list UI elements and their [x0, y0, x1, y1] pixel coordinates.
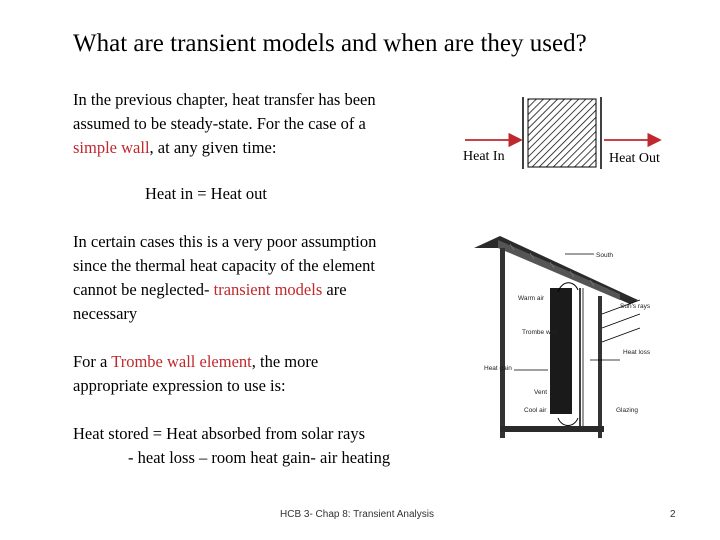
- paragraph-steady-state: [73, 88, 453, 160]
- equation2-line1: Heat stored = Heat absorbed from solar rays: [73, 424, 365, 443]
- para1-line3: [73, 136, 453, 160]
- label-suns-rays: Sun's rays: [620, 303, 651, 310]
- slide-title: What are transient models and when are they used?: [73, 30, 587, 57]
- para2-line2: since the thermal heat capacity of the element: [73, 256, 375, 275]
- floor: [500, 426, 604, 432]
- para2-line3-post: are: [322, 280, 347, 299]
- label-trombe-wall: Trombe wall: [522, 329, 558, 336]
- trombe-wall-highlight: Trombe wall element: [111, 352, 252, 371]
- heat-in-label: Heat In: [463, 149, 505, 164]
- interior-wall: [500, 248, 505, 438]
- footer-text: HCB 3- Chap 8: Transient Analysis: [280, 509, 434, 520]
- page-number: 2: [670, 509, 676, 520]
- simple-wall-highlight: simple wall: [73, 138, 150, 157]
- transient-models-highlight: transient models: [213, 280, 323, 299]
- para1-line3-rest: , at any given time:: [149, 138, 277, 157]
- label-cool-air: Cool air: [524, 407, 547, 414]
- para1-line1: In the previous chapter, heat transfer has been: [73, 90, 376, 109]
- para3-line2: appropriate expression to use is:: [73, 376, 286, 395]
- trombe-mass: [550, 288, 572, 414]
- support-post: [598, 296, 602, 438]
- para2-line4: necessary: [73, 304, 138, 323]
- para1-line2: assumed to be steady-state. For the case of a: [73, 114, 366, 133]
- label-south: South: [596, 252, 613, 259]
- hatched-wall: [528, 99, 596, 167]
- equation2-line2: - heat loss – room heat gain- air heating: [128, 448, 391, 467]
- equation-heat-balance: Heat in = Heat out: [145, 184, 268, 203]
- label-heat-loss: Heat loss: [623, 349, 651, 356]
- label-heat-gain: Heat gain: [484, 365, 512, 372]
- cool-air-arrow: [558, 418, 578, 426]
- para3-line1-post: , the more: [251, 352, 319, 371]
- label-warm-air: Warm air: [518, 295, 545, 302]
- paragraph-trombe-wall: [73, 350, 463, 398]
- trombe-wall-figure: [470, 230, 660, 445]
- label-vent: Vent: [534, 389, 548, 396]
- paragraph-poor-assumption: [73, 230, 463, 326]
- para3-line1-pre: For a: [73, 352, 112, 371]
- heat-out-label: Heat Out: [609, 151, 660, 166]
- para2-line3: [73, 278, 463, 302]
- para2-line1: In certain cases this is a very poor assumption: [73, 232, 377, 251]
- equation-heat-stored: [73, 422, 473, 470]
- label-glazing: Glazing: [616, 407, 639, 414]
- para3-line1: [73, 350, 463, 374]
- para2-line3-pre: cannot be neglected-: [73, 280, 214, 299]
